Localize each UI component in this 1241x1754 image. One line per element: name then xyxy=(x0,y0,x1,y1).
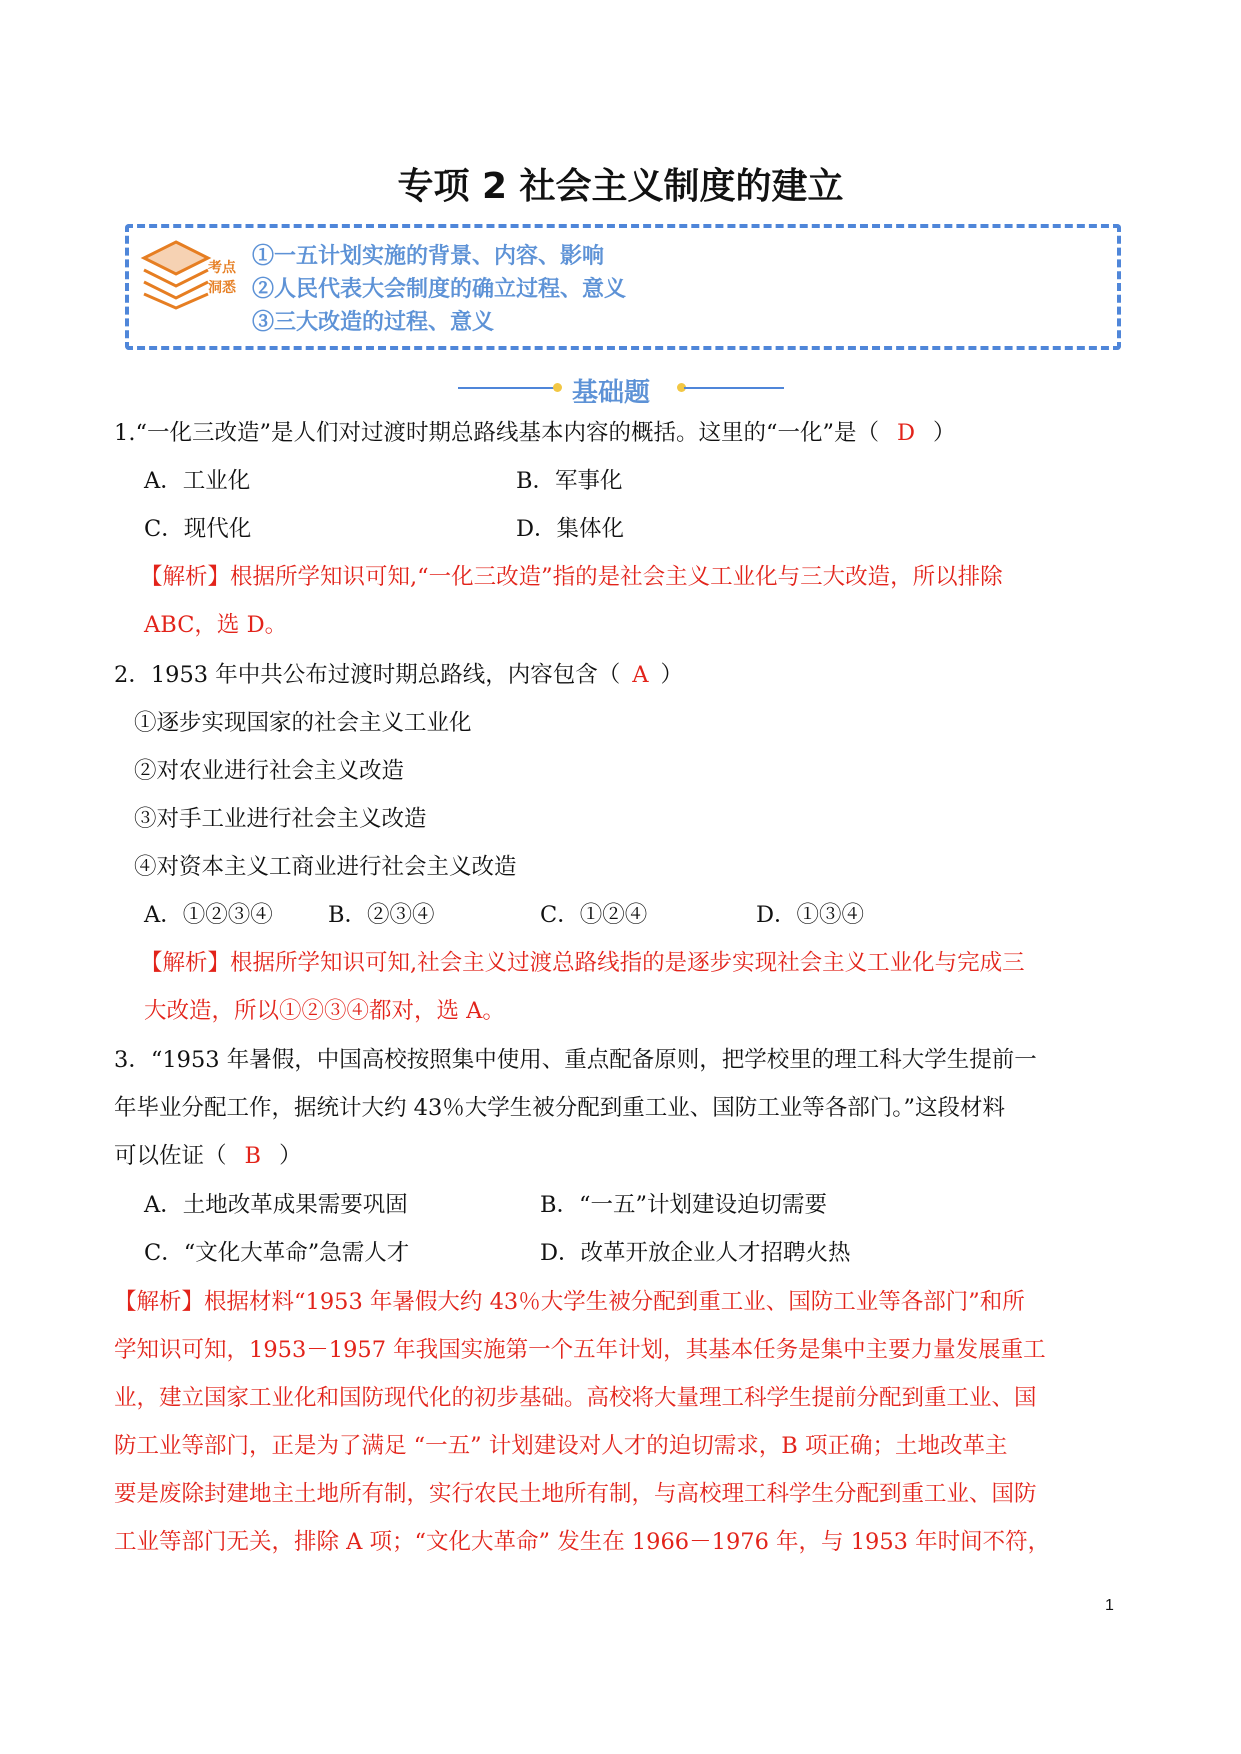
answer: B xyxy=(244,1143,262,1169)
statement-item: ②对农业进行社会主义改造 xyxy=(134,758,405,784)
analysis-line: 【解析】根据所学知识可知,社会主义过渡总路线指的是逐步实现社会主义工业化与完成三 xyxy=(140,950,1025,976)
key-points-list xyxy=(252,240,626,339)
answer: A xyxy=(632,662,649,688)
section-divider-left xyxy=(458,387,558,389)
analysis-line: 防工业等部门，正是为了满足 “一五” 计划建设对人才的迫切需求，B 项正确；土地改革主 xyxy=(114,1433,1008,1459)
option: C．①②④ xyxy=(540,902,648,928)
option: D．集体化 xyxy=(516,516,625,542)
key-point: ③三大改造的过程、意义 xyxy=(252,309,495,335)
analysis-line: 大改造，所以①②③④都对，选 A。 xyxy=(144,998,505,1024)
analysis-line: 工业等部门无关，排除 A 项；“文化大革命” 发生在 1966－1976 年，与 1953 年时间不符， xyxy=(114,1529,1051,1555)
option: B．“一五”计划建设迫切需要 xyxy=(540,1192,828,1218)
statement-item: ①逐步实现国家的社会主义工业化 xyxy=(134,710,472,736)
statement-item: ④对资本主义工商业进行社会主义改造 xyxy=(134,854,517,880)
option: D．①③④ xyxy=(756,902,865,928)
analysis-line: 【解析】根据所学知识可知,“一化三改造”指的是社会主义工业化与三大改造，所以排除 xyxy=(140,564,1003,590)
question-1-stem: 1.“一化三改造”是人们对过渡时期总路线基本内容的概括。这里的“一化”是（ D ） xyxy=(114,420,956,446)
answer: D xyxy=(896,420,916,446)
analysis-line: ABC，选 D。 xyxy=(144,612,288,638)
option: D．改革开放企业人才招聘火热 xyxy=(540,1240,851,1266)
option: C．“文化大革命”急需人才 xyxy=(144,1240,410,1266)
section-divider-right xyxy=(684,387,784,389)
analysis-line: 要是废除封建地主土地所有制，实行农民土地所有制，与高校理工科学生分配到重工业、国防 xyxy=(114,1481,1037,1507)
analysis-line: 【解析】根据材料“1953 年暑假大约 43％大学生被分配到重工业、国防工业等各部门”和所 xyxy=(114,1289,1025,1315)
section-title: 基础题 xyxy=(572,378,651,408)
kaodian-badge xyxy=(208,258,236,298)
analysis-line: 业，建立国家工业化和国防现代化的初步基础。高校将大量理工科学生提前分配到重工业、国 xyxy=(114,1385,1037,1411)
question-3-stem-line: 年毕业分配工作，据统计大约 43％大学生被分配到重工业、国防工业等各部门。”这段材料 xyxy=(114,1095,1006,1121)
page-title: 专项 2 社会主义制度的建立 xyxy=(397,166,844,207)
option: C．现代化 xyxy=(144,516,252,542)
option: B．②③④ xyxy=(328,902,435,928)
key-point: ①一五计划实施的背景、内容、影响 xyxy=(252,243,605,269)
option: A．①②③④ xyxy=(144,902,273,928)
option: A．土地改革成果需要巩固 xyxy=(144,1192,408,1218)
question-3-stem-line: 可以佐证（ B ） xyxy=(114,1143,302,1169)
option: A．工业化 xyxy=(144,468,251,494)
key-point: ②人民代表大会制度的确立过程、意义 xyxy=(252,276,627,302)
option: B．军事化 xyxy=(516,468,623,494)
stacked-layers-icon xyxy=(140,240,212,310)
page-number: 1 xyxy=(1105,1597,1114,1614)
badge-line-1: 考点 xyxy=(208,260,236,276)
analysis-line: 学知识可知，1953－1957 年我国实施第一个五年计划，其基本任务是集中主要力量发展重工 xyxy=(114,1337,1046,1363)
badge-line-2: 洞悉 xyxy=(208,280,236,296)
statement-item: ③对手工业进行社会主义改造 xyxy=(134,806,427,832)
question-2-stem: 2．1953 年中共公布过渡时期总路线，内容包含（ A ） xyxy=(114,662,683,688)
question-3-stem-line: 3．“1953 年暑假，中国高校按照集中使用、重点配备原则，把学校里的理工科大学生提前一 xyxy=(114,1047,1037,1073)
section-dot-left xyxy=(553,383,562,392)
